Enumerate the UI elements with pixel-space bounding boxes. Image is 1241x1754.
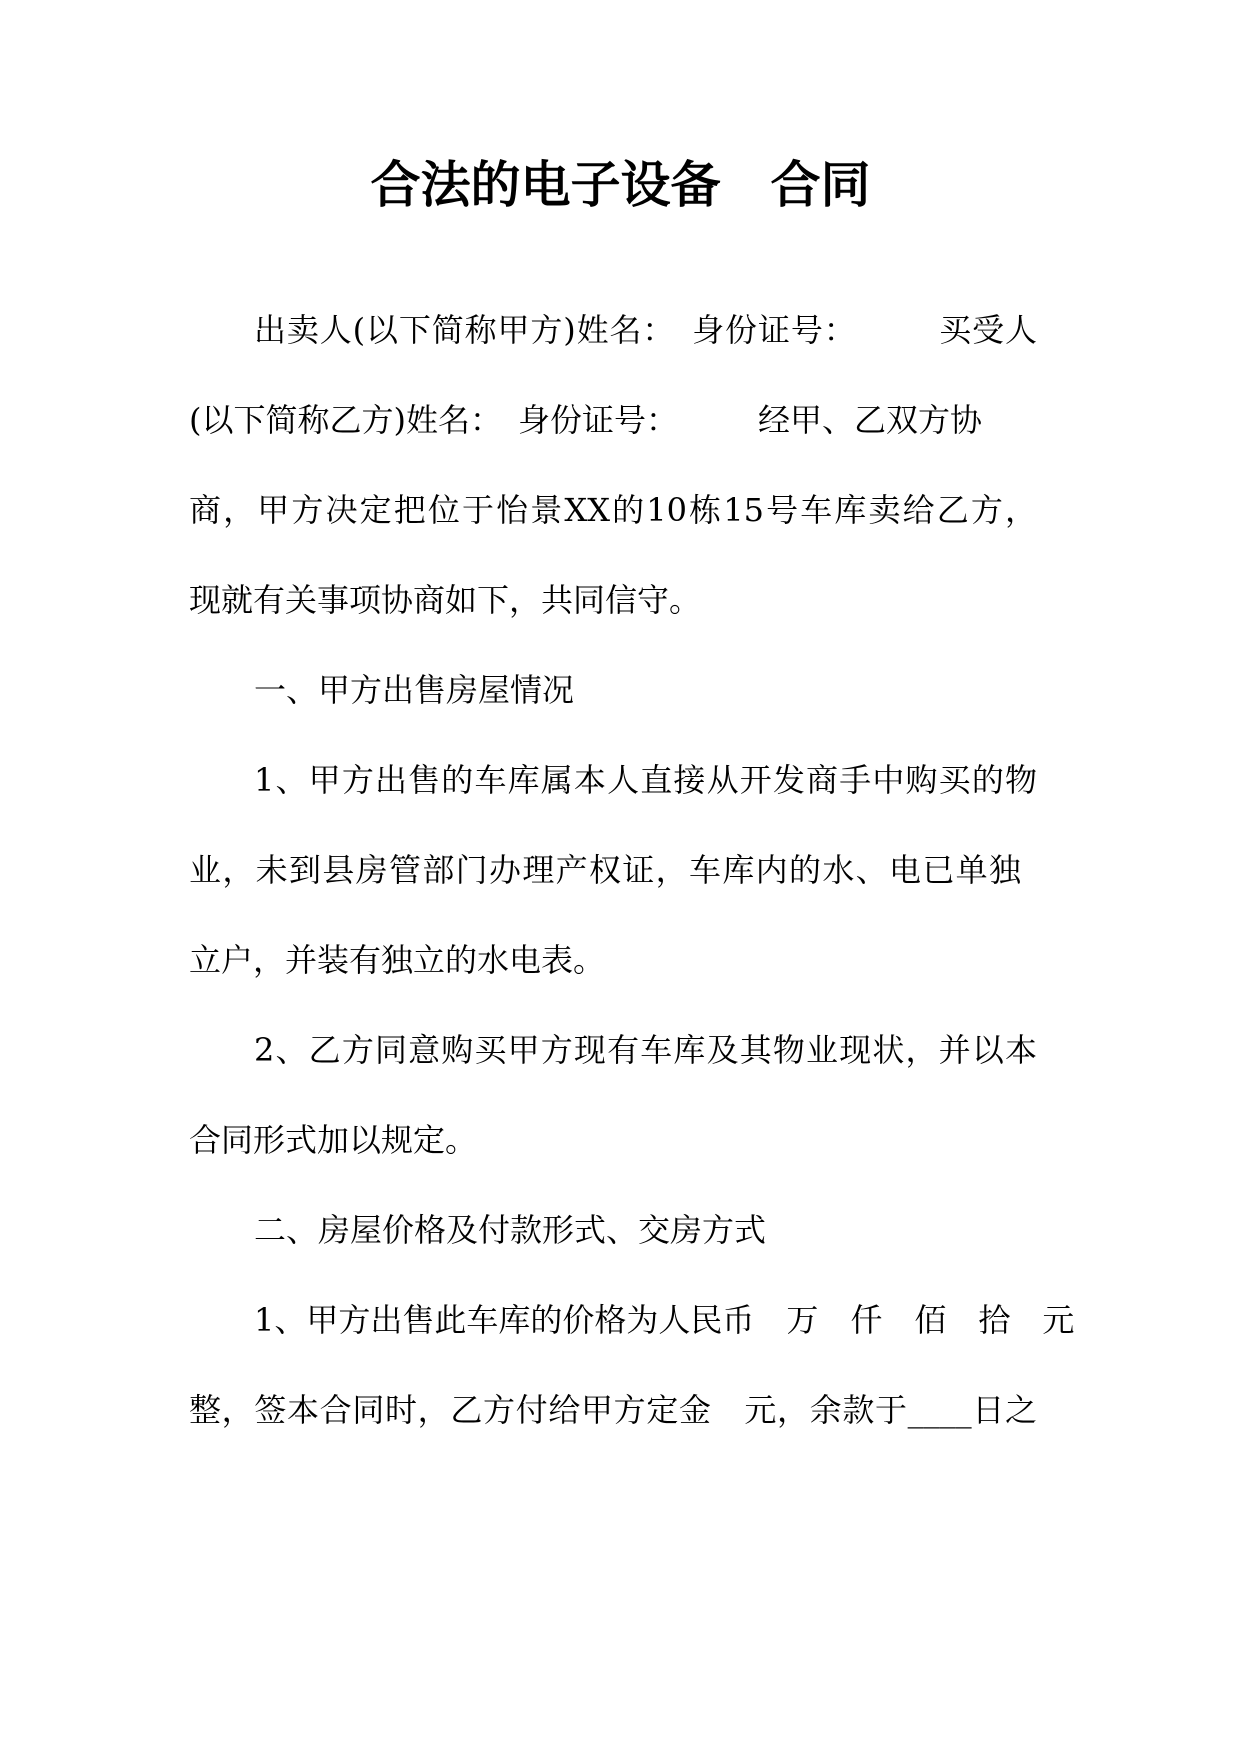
paragraph-line: 商，甲方决定把位于怡景XX的10栋15号车库卖给乙方， — [189, 491, 1037, 529]
paragraph-line: 整，签本合同时，乙方付给甲方定金 元，余款于____日之 — [189, 1391, 1037, 1429]
document-title: 合法的电子设备 合同 — [370, 156, 871, 214]
section-heading: 二、房屋价格及付款形式、交房方式 — [254, 1211, 767, 1249]
paragraph-line: 业，未到县房管部门办理产权证，车库内的水、电已单独 — [189, 851, 1021, 889]
paragraph-line: 1、甲方出售此车库的价格为人民币 万 仟 佰 拾 元 — [254, 1301, 1075, 1339]
paragraph-line: (以下简称乙方)姓名： 身份证号： 经甲、乙双方协 — [189, 401, 982, 439]
paragraph-line: 合同形式加以规定。 — [189, 1121, 478, 1159]
paragraph-line: 出卖人(以下简称甲方)姓名： 身份证号： 买受人 — [254, 311, 1037, 349]
section-heading: 一、甲方出售房屋情况 — [254, 671, 575, 709]
paragraph-line: 1、甲方出售的车库属本人直接从开发商手中购买的物 — [254, 761, 1037, 799]
paragraph-line: 2、乙方同意购买甲方现有车库及其物业现状，并以本 — [254, 1031, 1037, 1069]
paragraph-line: 立户，并装有独立的水电表。 — [189, 941, 606, 979]
paragraph-line: 现就有关事项协商如下，共同信守。 — [189, 581, 702, 619]
